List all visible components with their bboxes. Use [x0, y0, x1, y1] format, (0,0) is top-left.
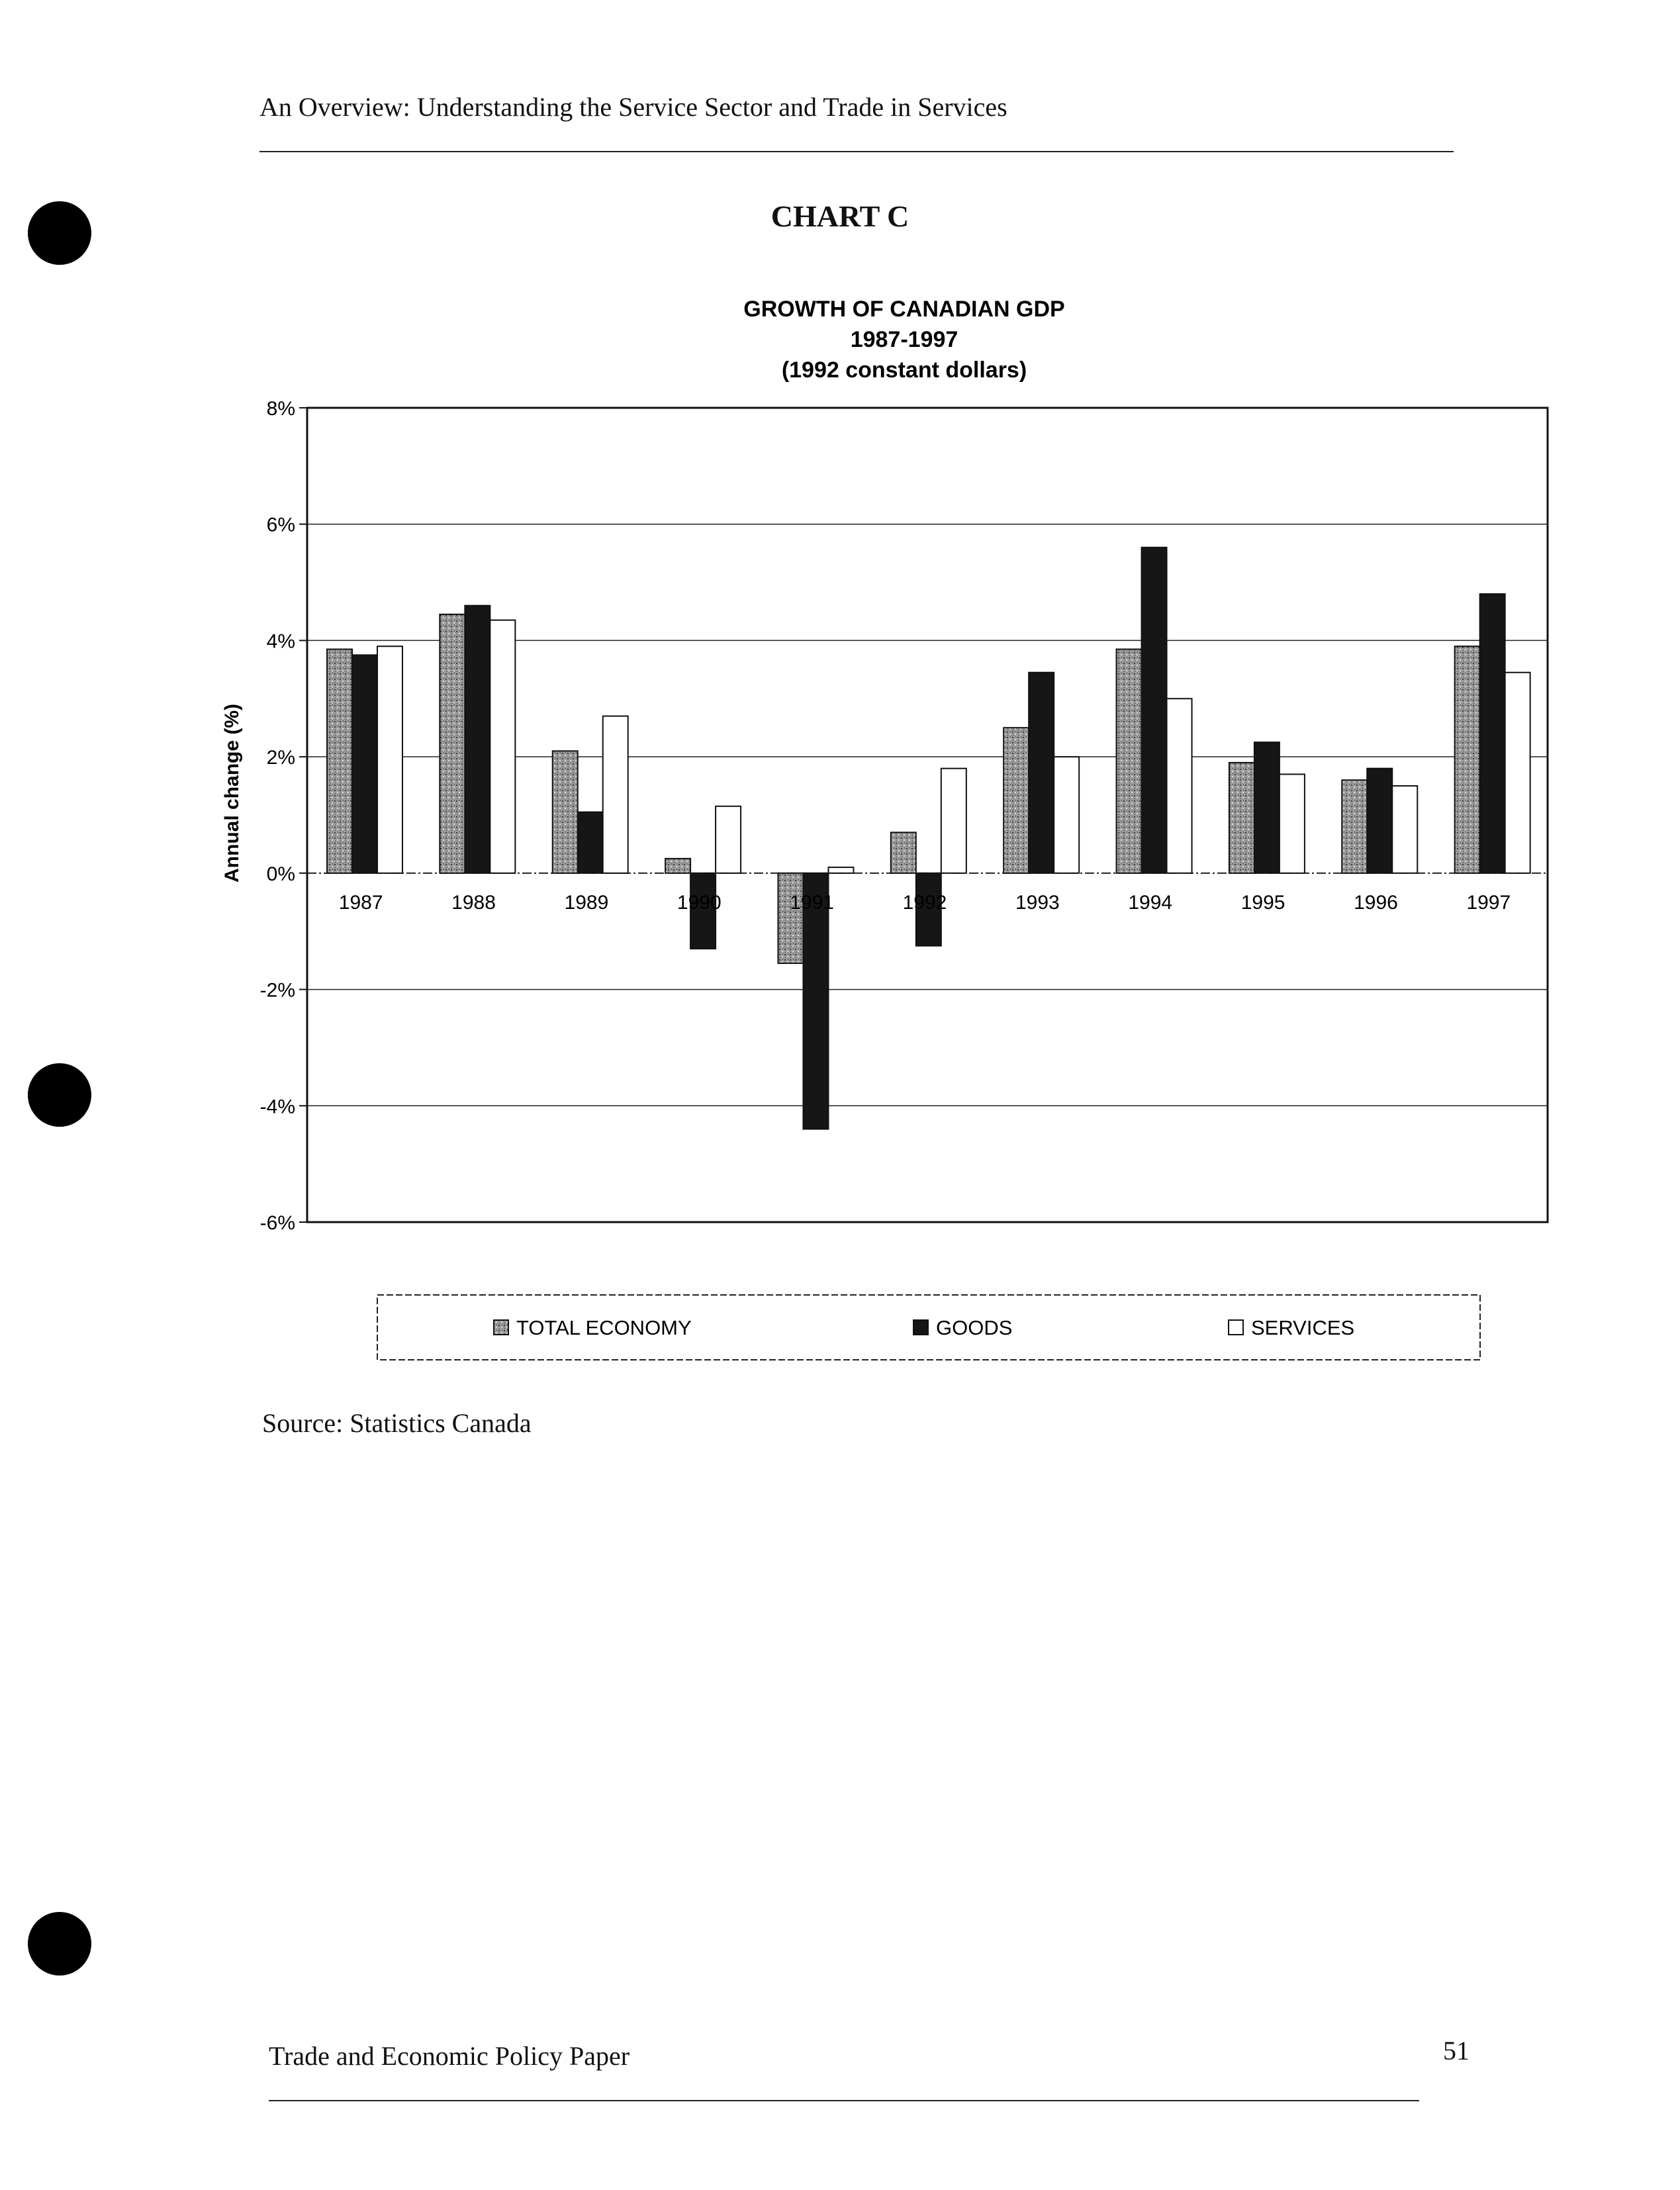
bar-total-economy-1996	[1342, 780, 1367, 873]
chart-title: GROWTH OF CANADIAN GDP	[743, 297, 1065, 322]
y-axis-ticks	[260, 398, 307, 1234]
ytick-label-4: 2%	[266, 747, 295, 769]
xtick-label-1992: 1992	[902, 891, 947, 914]
legend-swatch-services	[1229, 1320, 1243, 1335]
xtick-label-1990: 1990	[677, 891, 722, 914]
bar-goods-1994	[1142, 548, 1167, 873]
bar-goods-1993	[1029, 673, 1054, 873]
chart-subtitle-line-1: 1987-1997	[850, 327, 958, 352]
legend-label-total-economy: TOTAL ECONOMY	[516, 1316, 692, 1339]
xtick-label-1994: 1994	[1128, 891, 1173, 914]
bar-total-economy-1997	[1455, 646, 1480, 873]
chart-label: CHART C	[770, 199, 910, 233]
binder-hole-bottom	[28, 1912, 91, 1976]
bar-total-economy-1992	[891, 832, 916, 873]
bar-total-economy-1988	[440, 614, 465, 873]
y-axis-label: Annual change (%)	[221, 703, 243, 883]
ytick-label-3: 0%	[266, 863, 295, 885]
bars	[327, 548, 1530, 1129]
footer-title: Trade and Economic Policy Paper	[269, 2041, 630, 2071]
bar-services-1994	[1167, 698, 1192, 873]
page-number: 51	[1443, 2036, 1470, 2066]
xtick-label-1995: 1995	[1240, 891, 1285, 914]
bar-services-1997	[1505, 673, 1530, 873]
bar-goods-1988	[465, 606, 490, 873]
legend-swatch-total-economy	[494, 1320, 508, 1335]
bar-services-1996	[1392, 786, 1417, 873]
ytick-label-2: -2%	[259, 979, 295, 1002]
xtick-label-1989: 1989	[564, 891, 609, 914]
bar-total-economy-1994	[1117, 649, 1142, 873]
xtick-label-1991: 1991	[790, 891, 835, 914]
x-axis-ticks	[339, 892, 1511, 914]
bar-goods-1996	[1367, 769, 1392, 873]
ytick-label-6: 6%	[266, 514, 295, 536]
xtick-label-1996: 1996	[1354, 891, 1398, 914]
bar-total-economy-1995	[1229, 763, 1254, 873]
legend	[377, 1295, 1480, 1360]
bar-goods-1989	[578, 812, 603, 873]
bar-services-1989	[603, 716, 628, 873]
bar-services-1988	[490, 620, 515, 873]
bar-total-economy-1991	[778, 873, 803, 963]
bar-services-1993	[1054, 757, 1079, 873]
running-header: An Overview: Understanding the Service Sector and Trade in Services	[259, 92, 1007, 122]
legend-label-services: SERVICES	[1251, 1316, 1355, 1339]
xtick-label-1988: 1988	[451, 891, 496, 914]
xtick-label-1993: 1993	[1015, 891, 1060, 914]
ytick-label-5: 4%	[266, 630, 295, 653]
bar-total-economy-1990	[665, 859, 690, 873]
legend-label-goods: GOODS	[936, 1316, 1013, 1339]
legend-swatch-goods	[913, 1320, 928, 1335]
bar-total-economy-1993	[1003, 728, 1029, 873]
bar-total-economy-1987	[327, 649, 352, 873]
bar-services-1995	[1280, 775, 1305, 873]
bar-services-1987	[377, 646, 402, 873]
bar-services-1992	[941, 769, 966, 873]
bar-goods-1997	[1480, 594, 1505, 873]
ytick-label-0: -6%	[259, 1212, 295, 1234]
xtick-label-1987: 1987	[338, 891, 383, 914]
ytick-label-7: 8%	[266, 398, 295, 420]
source-note: Source: Statistics Canada	[262, 1408, 532, 1438]
bar-goods-1987	[352, 655, 377, 873]
bar-services-1990	[716, 806, 741, 873]
xtick-label-1997: 1997	[1466, 891, 1511, 914]
chart-subtitle-line-2: (1992 constant dollars)	[781, 357, 1027, 383]
bar-goods-1995	[1254, 742, 1280, 873]
footer-rule	[269, 2100, 1419, 2101]
bar-total-economy-1989	[553, 751, 578, 873]
ytick-label-1: -4%	[259, 1096, 295, 1118]
bar-services-1991	[828, 867, 853, 873]
